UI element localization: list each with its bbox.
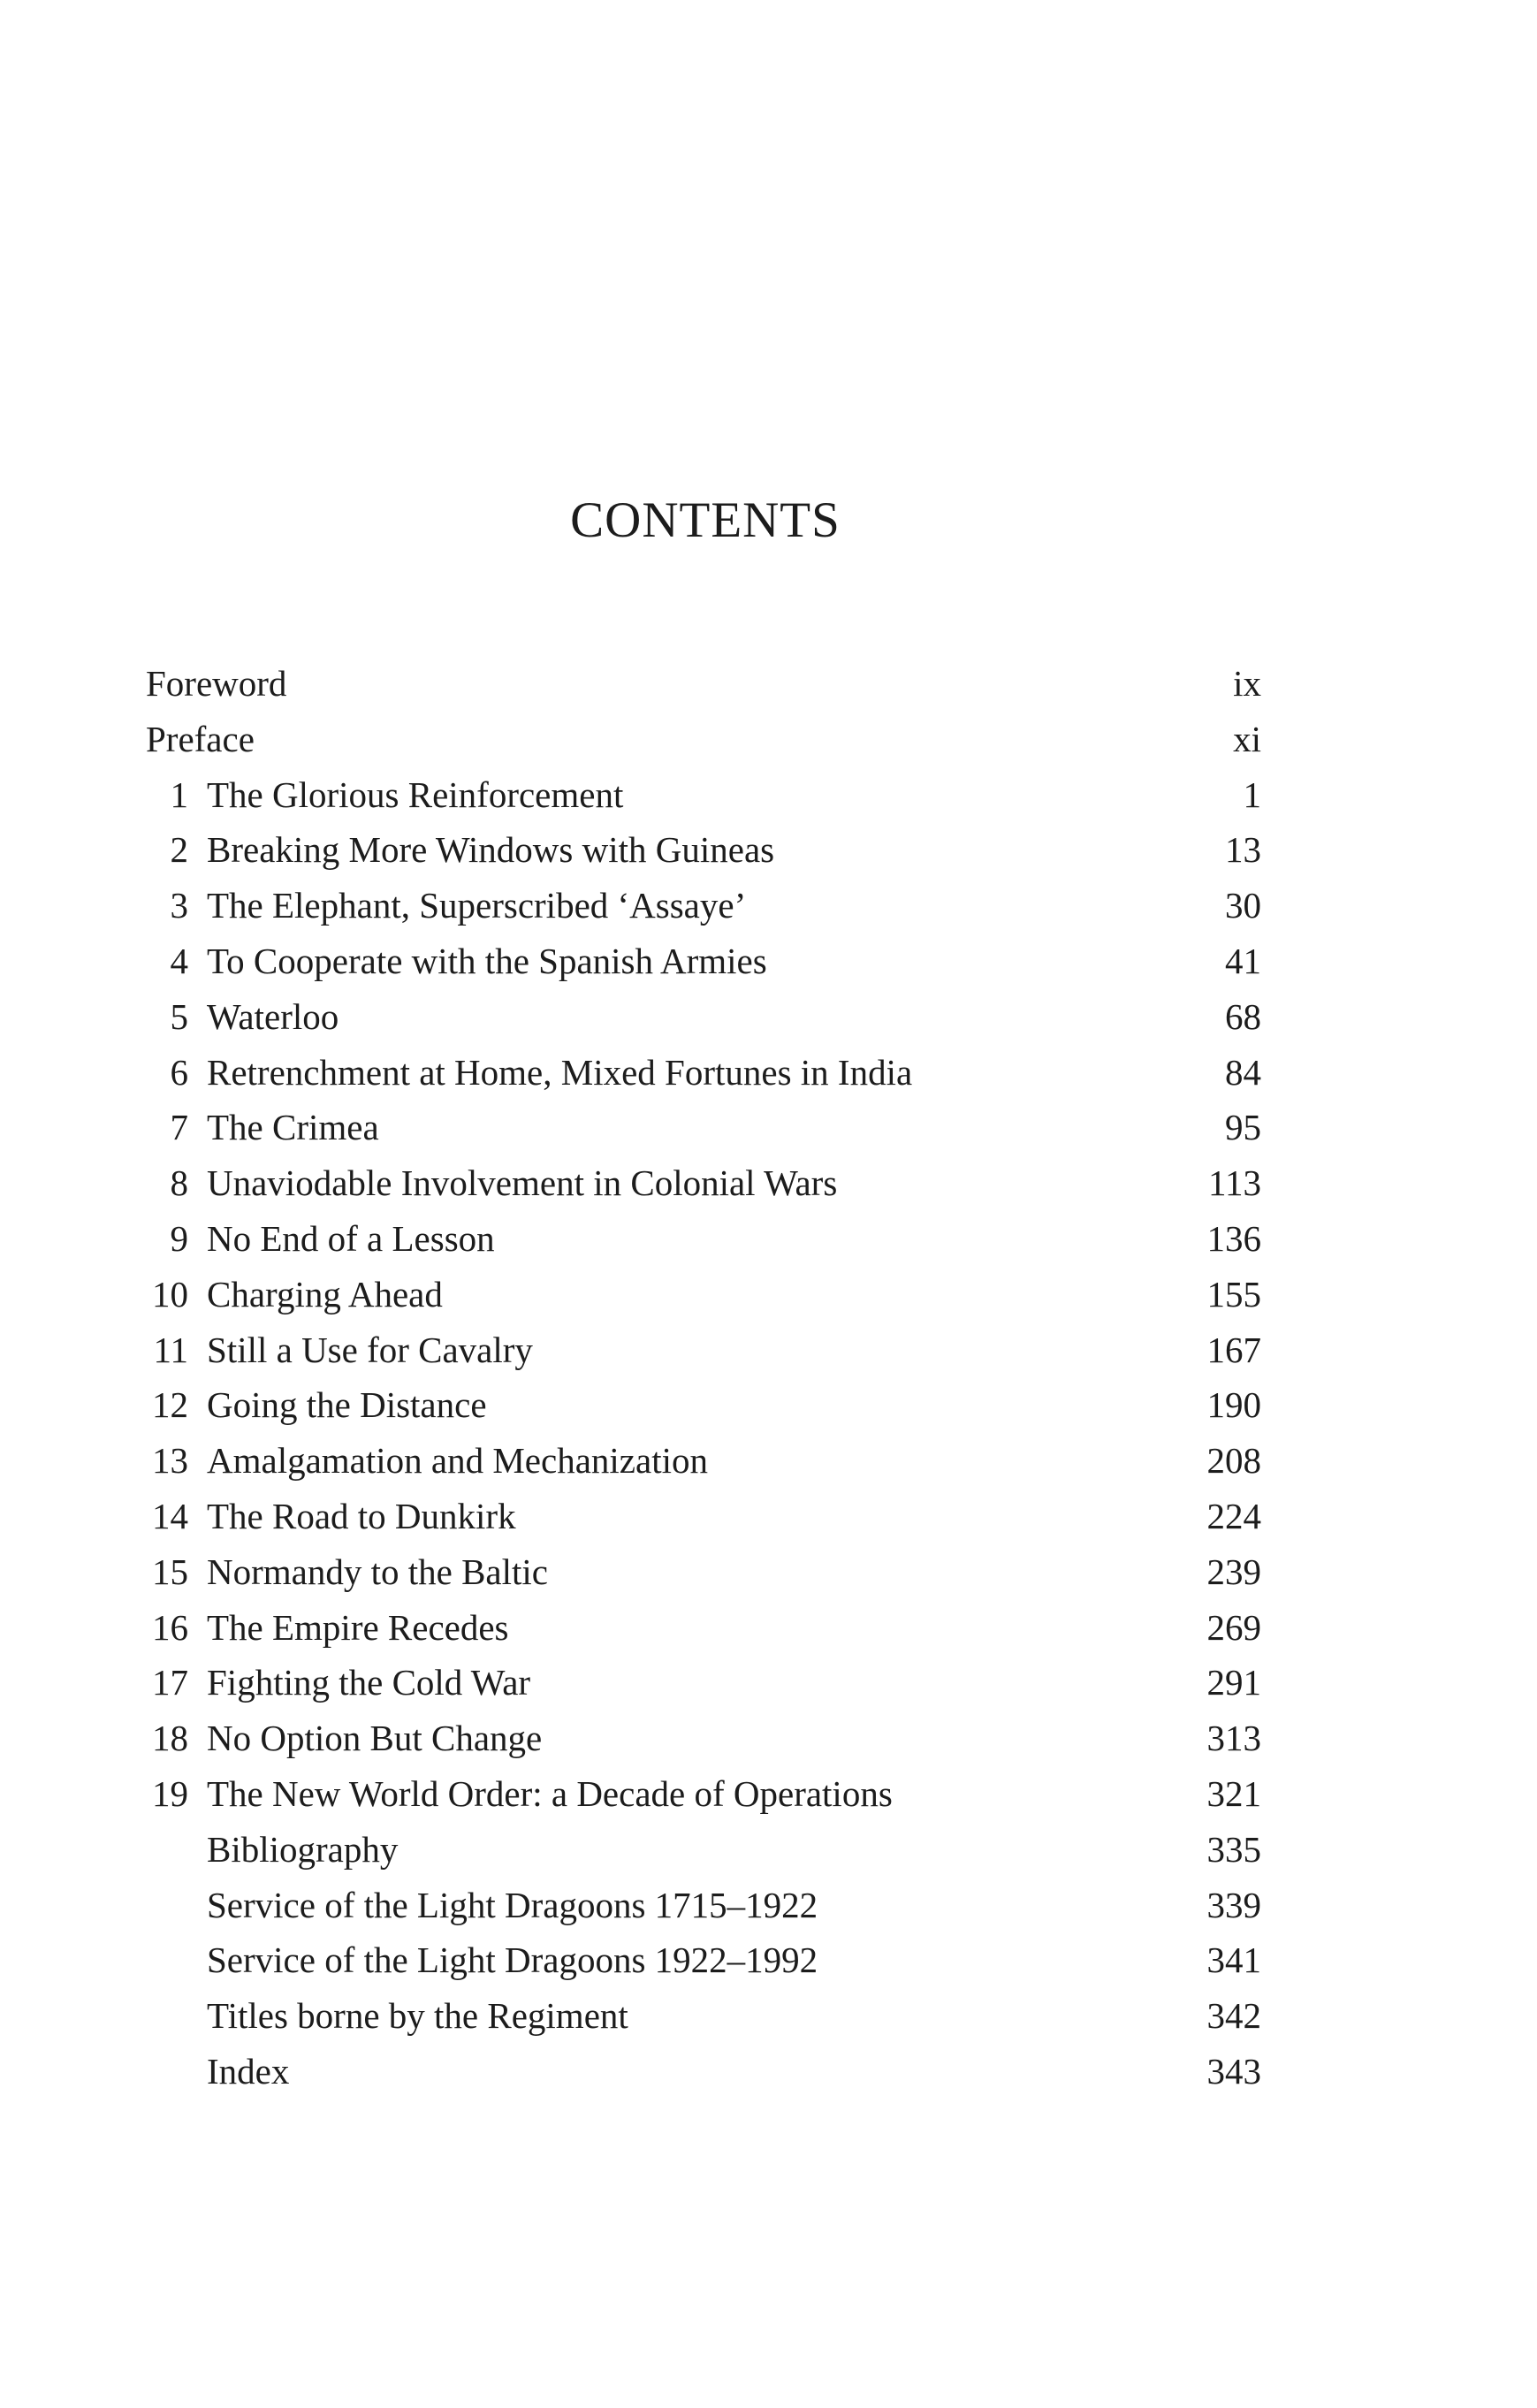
entry-page-number: 155: [1206, 1273, 1261, 1314]
toc-entry-chapter: [146, 1045, 1261, 1101]
chapter-number: 17: [152, 1662, 188, 1703]
entry-page-number: 335: [1206, 1828, 1261, 1870]
entry-title: Unaviodable Involvement in Colonial Wars: [207, 1162, 838, 1204]
entry-page-number: 339: [1206, 1884, 1261, 1925]
toc-entry-back-matter: [146, 1988, 1261, 2044]
entry-title: Service of the Light Dragoons 1922–1992: [207, 1939, 818, 1981]
entry-page-number: 190: [1206, 1384, 1261, 1426]
entry-page-number: 342: [1206, 1995, 1261, 2037]
entry-title: No End of a Lesson: [207, 1217, 495, 1259]
entry-title: Still a Use for Cavalry: [207, 1329, 533, 1370]
entry-title: Foreword: [146, 663, 287, 704]
entry-page-number: 269: [1206, 1606, 1261, 1648]
entry-page-number: 313: [1206, 1718, 1261, 1759]
chapter-number: 15: [152, 1551, 188, 1592]
toc-entry-back-matter: [146, 1878, 1261, 1933]
toc-entry-chapter: [146, 1322, 1261, 1378]
toc-entry-chapter: [146, 1600, 1261, 1656]
chapter-number: 8: [170, 1162, 188, 1204]
entry-title: Charging Ahead: [207, 1273, 443, 1314]
toc-entry-chapter: [146, 1766, 1261, 1822]
chapter-number: 14: [152, 1495, 188, 1536]
toc-entry-back-matter: [146, 1822, 1261, 1878]
entry-title: The Elephant, Superscribed ‘Assaye’: [207, 885, 747, 926]
entry-title: The Road to Dunkirk: [207, 1495, 516, 1536]
chapter-number: 7: [170, 1107, 188, 1148]
toc-entry-chapter: [146, 1100, 1261, 1155]
toc-entry-foreword: [146, 656, 1261, 712]
entry-page-number: 343: [1206, 2050, 1261, 2092]
toc-entry-chapter: [146, 1211, 1261, 1267]
chapter-number: 4: [170, 940, 188, 981]
page-title: CONTENTS: [570, 492, 841, 548]
entry-title: Retrenchment at Home, Mixed Fortunes in India: [207, 1051, 913, 1093]
entry-title: Service of the Light Dragoons 1715–1922: [207, 1884, 818, 1925]
toc-entry-chapter: [146, 933, 1261, 989]
entry-page-number: 30: [1225, 885, 1261, 926]
entry-page-number: 41: [1225, 940, 1261, 981]
entry-page-number: 239: [1206, 1551, 1261, 1592]
table-of-contents: [146, 656, 1261, 2099]
toc-entry-chapter: [146, 822, 1261, 878]
entry-page-number: 291: [1206, 1662, 1261, 1703]
entry-title: Amalgamation and Mechanization: [207, 1440, 708, 1482]
chapter-number: 16: [152, 1606, 188, 1648]
chapter-number: 18: [152, 1718, 188, 1759]
entry-page-number: 13: [1225, 829, 1261, 871]
toc-entry-back-matter: [146, 2044, 1261, 2099]
entry-page-number: 136: [1206, 1217, 1261, 1259]
chapter-number: 3: [170, 885, 188, 926]
chapter-number: 12: [152, 1384, 188, 1426]
entry-title: No Option But Change: [207, 1718, 543, 1759]
entry-title: Normandy to the Baltic: [207, 1551, 548, 1592]
chapter-number: 9: [170, 1217, 188, 1259]
toc-entry-chapter: [146, 989, 1261, 1045]
toc-entry-chapter: [146, 1544, 1261, 1600]
chapter-number: 1: [170, 773, 188, 815]
entry-title: The New World Order: a Decade of Operations: [207, 1772, 893, 1814]
entry-title: To Cooperate with the Spanish Armies: [207, 940, 767, 981]
entry-title: Index: [207, 2050, 290, 2092]
entry-title: The Glorious Reinforcement: [207, 773, 624, 815]
entry-title: Fighting the Cold War: [207, 1662, 531, 1703]
entry-page-number: ix: [1233, 663, 1261, 704]
toc-entry-preface: [146, 712, 1261, 767]
chapter-number: 10: [152, 1273, 188, 1314]
entry-page-number: 321: [1206, 1772, 1261, 1814]
toc-entry-chapter: [146, 878, 1261, 933]
entry-title: Titles borne by the Regiment: [207, 1995, 628, 2037]
entry-page-number: 341: [1206, 1939, 1261, 1981]
entry-title: Preface: [146, 718, 255, 759]
entry-title: Breaking More Windows with Guineas: [207, 829, 775, 871]
chapter-number: 19: [152, 1772, 188, 1814]
entry-page-number: 95: [1225, 1107, 1261, 1148]
toc-entry-chapter: [146, 1489, 1261, 1544]
toc-entry-chapter: [146, 1711, 1261, 1766]
entry-page-number: 167: [1206, 1329, 1261, 1370]
entry-page-number: 224: [1206, 1495, 1261, 1536]
entry-title: Going the Distance: [207, 1384, 487, 1426]
chapter-number: 6: [170, 1051, 188, 1093]
toc-entry-chapter: [146, 1377, 1261, 1433]
entry-title: Waterloo: [207, 995, 339, 1037]
chapter-number: 13: [152, 1440, 188, 1482]
toc-entry-chapter: [146, 1267, 1261, 1322]
chapter-number: 2: [170, 829, 188, 871]
chapter-number: 5: [170, 995, 188, 1037]
toc-entry-chapter: [146, 1155, 1261, 1211]
entry-title: The Empire Recedes: [207, 1606, 509, 1648]
entry-page-number: xi: [1233, 718, 1261, 759]
entry-title: Bibliography: [207, 1828, 399, 1870]
toc-entry-chapter: [146, 767, 1261, 823]
entry-page-number: 84: [1225, 1051, 1261, 1093]
entry-page-number: 1: [1243, 773, 1261, 815]
entry-page-number: 113: [1208, 1162, 1261, 1204]
entry-page-number: 208: [1206, 1440, 1261, 1482]
chapter-number: 11: [153, 1329, 188, 1370]
toc-entry-chapter: [146, 1655, 1261, 1711]
toc-entry-back-matter: [146, 1932, 1261, 1988]
entry-page-number: 68: [1225, 995, 1261, 1037]
toc-entry-chapter: [146, 1433, 1261, 1489]
entry-title: The Crimea: [207, 1107, 379, 1148]
